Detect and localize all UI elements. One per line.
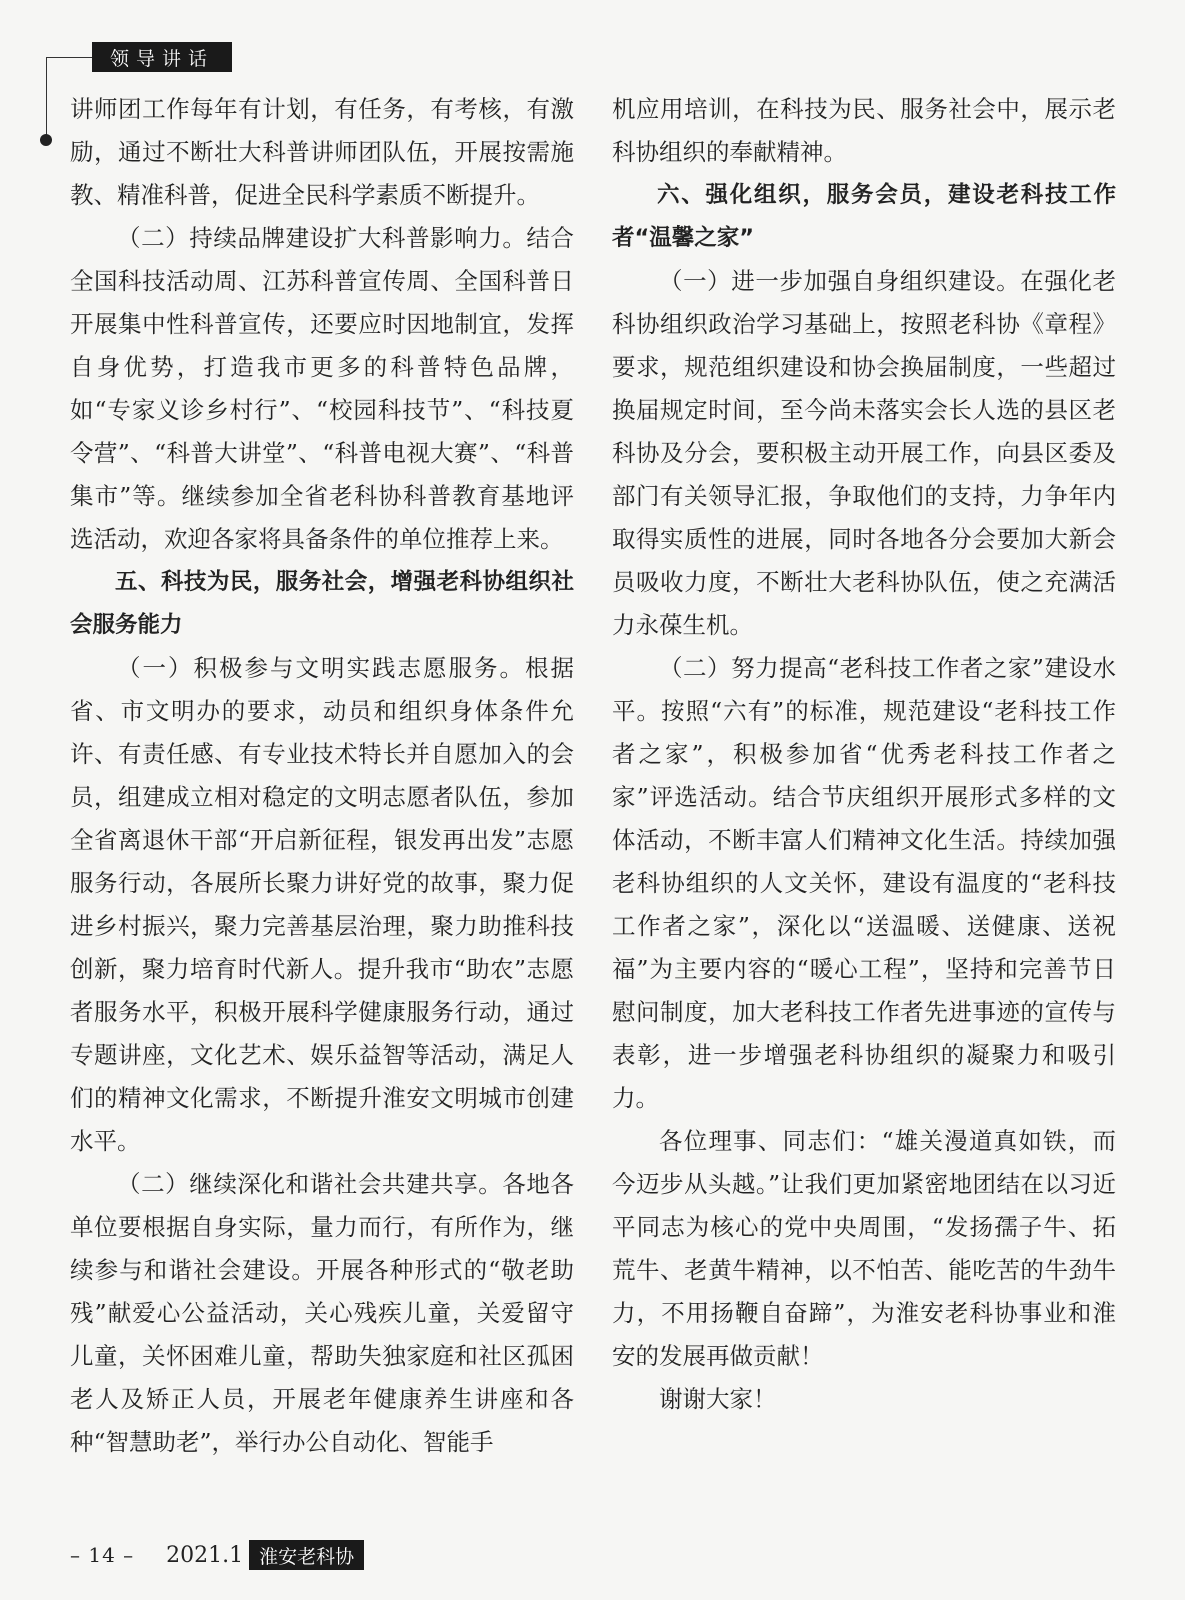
paragraph: 机应用培训，在科技为民、服务社会中，展示老科协组织的奉献精神。 (612, 95, 1116, 166)
page-footer (70, 1538, 364, 1572)
paragraph: 各位理事、同志们：“雄关漫道真如铁，而今迈步从头越。”让我们更加紧密地团结在以习近平同志为核心的党中央周围，“发扬孺子牛、拓荒牛、老黄牛精神，以不怕苦、能吃苦的牛劲牛力，不用扬鞭自奋蹄”，为淮安老科协事业和淮安的发展再做贡献！ (612, 1127, 1116, 1370)
issue-number: 2021.1 (166, 1542, 244, 1568)
section-heading: 六、强化组织，服务会员，建设老科技工作者“温馨之家” (612, 182, 1116, 251)
left-column (70, 88, 574, 1464)
journal-name: 淮安老科协 (249, 1540, 364, 1570)
page-number: – 14 – (70, 1543, 135, 1567)
header-vertical-line (46, 57, 47, 137)
right-column (612, 88, 1116, 1421)
paragraph: （二）持续品牌建设扩大科普影响力。结合全国科技活动周、江苏科普宣传周、全国科普日开展集中性科普宣传，还要应时因地制宜，发挥自身优势，打造我市更多的科普特色品牌，如“专家义诊乡村行”、“校园科技节”、“科技夏令营”、“科普大讲堂”、“科普电视大赛”、“科普集市”等。继续参加全省老科协科普教育基地评选活动，欢迎各家将具备条件的单位推荐上来。 (70, 224, 574, 553)
header-dot (40, 134, 52, 146)
section-label: 领导讲话 (92, 42, 232, 72)
paragraph: 谢谢大家！ (659, 1385, 777, 1413)
paragraph: （一）积极参与文明实践志愿服务。根据省、市文明办的要求，动员和组织身体条件允许、有责任感、有专业技术特长并自愿加入的会员，组建成立相对稳定的文明志愿者队伍，参加全省离退休干部“开启新征程，银发再出发”志愿服务行动，各展所长聚力讲好党的故事，聚力促进乡村振兴，聚力完善基层治理，聚力助推科技创新，聚力培育时代新人。提升我市“助农”志愿者服务水平，积极开展科学健康服务行动，通过专题讲座，文化艺术、娱乐益智等活动，满足人们的精神文化需求，不断提升淮安文明城市创建水平。 (70, 654, 574, 1155)
paragraph: （二）继续深化和谐社会共建共享。各地各单位要根据自身实际，量力而行，有所作为，继续参与和谐社会建设。开展各种形式的“敬老助残”献爱心公益活动，关心残疾儿童，关爱留守儿童，关怀困难儿童，帮助失独家庭和社区孤困老人及矫正人员，开展老年健康养生讲座和各种“智慧助老”，举行办公自动化、智能手 (70, 1170, 574, 1456)
header-rule (46, 57, 92, 58)
paragraph: （一）进一步加强自身组织建设。在强化老科协组织政治学习基础上，按照老科协《章程》要求，规范组织建设和协会换届制度，一些超过换届规定时间，至今尚未落实会长人选的县区老科协及分会，要积极主动开展工作，向县区委及部门有关领导汇报，争取他们的支持，力争年内取得实质性的进展，同时各地各分会要加大新会员吸收力度，不断壮大老科协队伍，使之充满活力永葆生机。 (612, 267, 1116, 639)
paragraph: （二）努力提高“老科技工作者之家”建设水平。按照“六有”的标准，规范建设“老科技工作者之家”，积极参加省“优秀老科技工作者之家”评选活动。结合节庆组织开展形式多样的文体活动，不断丰富人们精神文化生活。持续加强老科协组织的人文关怀，建设有温度的“老科技工作者之家”，深化以“送温暖、送健康、送祝福”为主要内容的“暖心工程”，坚持和完善节日慰问制度，加大老科技工作者先进事迹的宣传与表彰，进一步增强老科协组织的凝聚力和吸引力。 (612, 654, 1116, 1112)
section-heading: 五、科技为民，服务社会，增强老科协组织社会服务能力 (70, 569, 574, 638)
paragraph: 讲师团工作每年有计划，有任务，有考核，有激励，通过不断壮大科普讲师团队伍，开展按需施教、精准科普，促进全民科学素质不断提升。 (70, 95, 574, 209)
